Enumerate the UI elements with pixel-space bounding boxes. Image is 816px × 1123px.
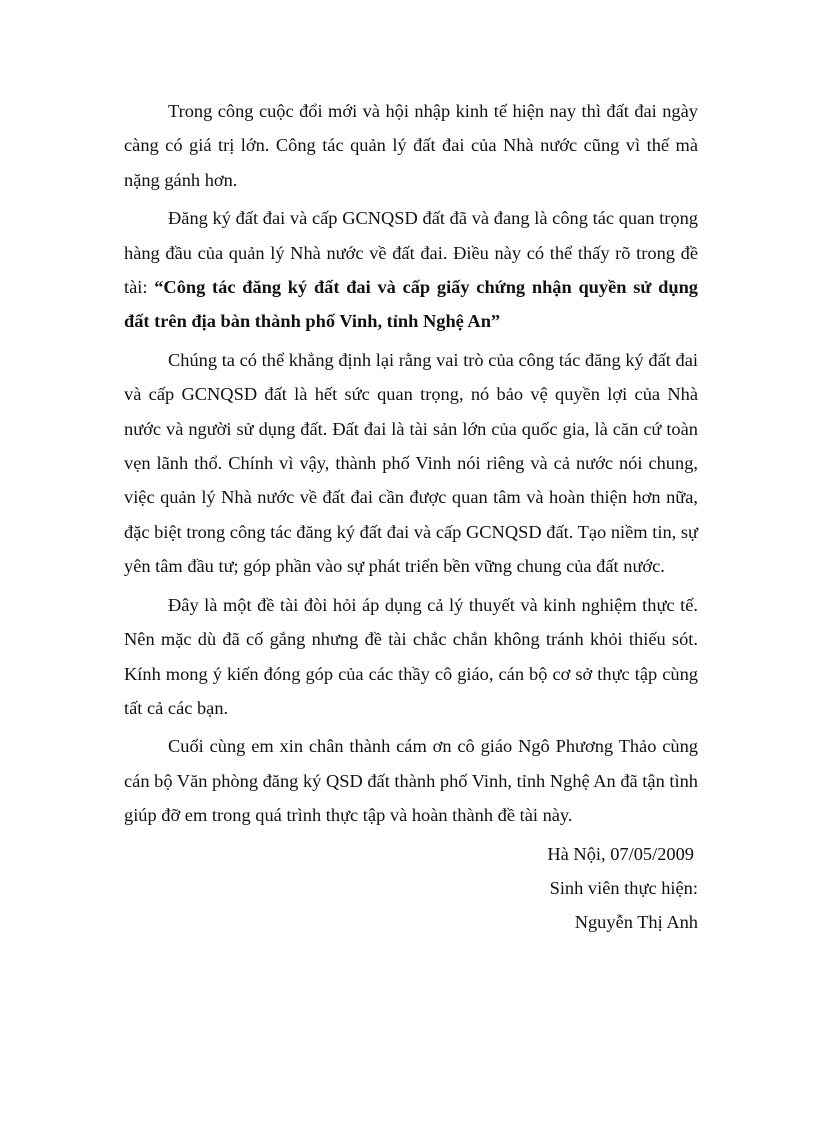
paragraph-role: Chúng ta có thể khẳng định lại rằng vai trò của công tác đăng ký đất đai và cấp GCNQSD đất là hết sức quan trọng, nó bảo vệ quyền lợi của Nhà nước và người sử dụng đất. Đất đai là tài sản lớn của quốc gia, là căn cứ toàn vẹn lãnh thổ. Chính vì vậy, thành phố Vinh nói riêng và cả nước nói chung, việc quản lý Nhà nước về đất đai cần được quan tâm và hoàn thiện hơn nữa, đặc biệt trong công tác đăng ký đất đai và cấp GCNQSD đất. Tạo niềm tin, sự yên tâm đầu tư; góp phần vào sự phát triển bền vững chung của đất nước.	[124, 349, 698, 577]
paragraph-thanks: Cuối cùng em xin chân thành cám ơn cô giáo Ngô Phương Thảo cùng cán bộ Văn phòng đăng ký QSD đất thành phố Vinh, tỉnh Nghệ An đã tận tình giúp đỡ em trong quá trình thực tập và hoàn thành đề tài này.	[124, 736, 698, 826]
signature-role: Sinh viên thực hiện:	[549, 877, 698, 898]
signature-name: Nguyễn Thị Anh	[574, 912, 698, 933]
thesis-title: “Công tác đăng ký đất đai và cấp giấy chứng nhận quyền sử dụng đất trên địa bàn thành phố Vinh, tỉnh Nghệ An”	[124, 277, 698, 332]
signature-date: Hà Nội, 07/05/2009	[547, 843, 694, 864]
paragraph-request: Đây là một đề tài đòi hỏi áp dụng cả lý thuyết và kinh nghiệm thực tế. Nên mặc dù đã cố gắng nhưng đề tài chắc chắn không tránh khỏi thiếu sót. Kính mong ý kiến đóng góp của các thầy cô giáo, cán bộ cơ sở thực tập cùng tất cả các bạn.	[124, 594, 698, 718]
paragraph-topic	[124, 201, 698, 339]
paragraph-intro: Trong công cuộc đổi mới và hội nhập kinh tế hiện nay thì đất đai ngày càng có giá trị lớn. Công tác quản lý đất đai của Nhà nước cũng vì thế mà nặng gánh hơn.	[124, 101, 698, 190]
paragraph-topic-text: Đăng ký đất đai và cấp GCNQSD đất đã và đang là công tác quan trọng hàng đầu của quản lý Nhà nước về đất đai. Điều này có thể thấy rõ trong đề tài:	[124, 208, 698, 298]
document-page	[124, 94, 698, 933]
signature-block	[498, 837, 698, 940]
